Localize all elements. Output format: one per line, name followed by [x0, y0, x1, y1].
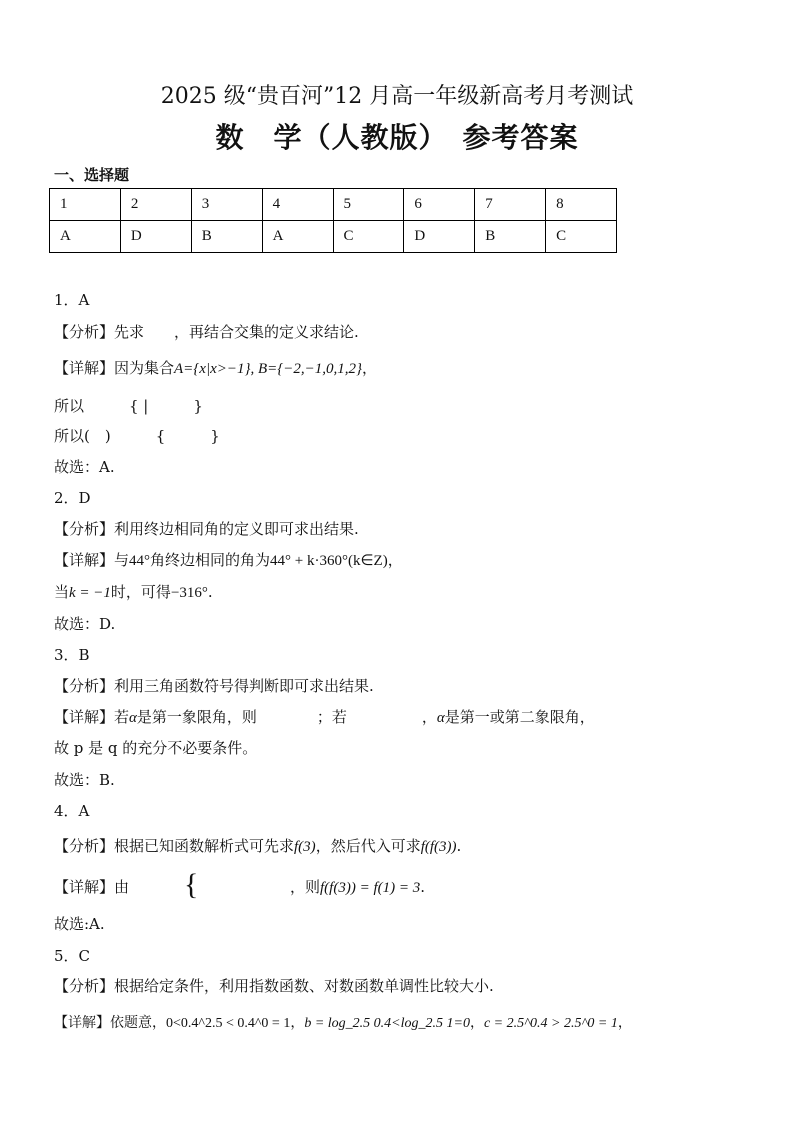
q2-line3-m1: k = −1 [69, 585, 111, 601]
q5-detail-a: 【详解】依题意， [54, 1015, 166, 1031]
question-number: 7 [475, 189, 546, 221]
q3-detail-a: 【详解】若 [54, 708, 130, 726]
piecewise-brace-icon: { [184, 868, 199, 901]
answer-table-answer-row [50, 221, 617, 253]
q2-detail-m1: 44° [129, 553, 151, 569]
answer-choice: A [50, 221, 121, 253]
q5-detail-m3: c = 2.5^0.4 > 2.5^0 = 1 [483, 1016, 618, 1031]
q5-analysis: 【分析】根据给定条件，利用指数函数、对数函数单调性比较大小. [54, 977, 494, 995]
answer-choice: D [120, 221, 191, 253]
q1-detail [54, 358, 377, 379]
q5-detail [54, 1013, 632, 1034]
q1-line4: 所以( ) { } [54, 427, 220, 445]
q4-analysis [54, 836, 461, 857]
question-number: 2 [120, 189, 191, 221]
q3-conclusion: 故选：B. [54, 771, 115, 789]
q2-detail-b: 角终边相同的角为 [150, 551, 271, 569]
q4-detail-b: ，则 [290, 878, 321, 896]
q2-detail-c: ， [387, 551, 403, 569]
q1-analysis: 【分析】先求 ，再结合交集的定义求结论. [54, 323, 359, 341]
q5-title: 5．C [54, 947, 91, 965]
q3-analysis: 【分析】利用三角函数符号得判断即可求出结果. [54, 677, 374, 695]
question-number: 4 [262, 189, 333, 221]
document-subtitle: 数 学（人教版） 参考答案 [215, 121, 579, 154]
q1-title: 1．A [54, 291, 90, 309]
q4-analysis-a: 【分析】根据已知函数解析式可先求 [54, 837, 295, 855]
q5-detail-d: ， [617, 1015, 632, 1031]
answer-table-number-row [50, 189, 617, 221]
q2-line3-a: 当 [54, 583, 70, 601]
q2-detail-m2: 44° + k·360°(k∈Z) [270, 553, 388, 569]
q3-detail [54, 707, 595, 728]
answer-table [49, 188, 617, 253]
q2-conclusion: 故选：D. [54, 615, 116, 633]
q4-conclusion: 故选:A. [54, 915, 105, 933]
question-number: 3 [191, 189, 262, 221]
q4-detail-c: . [420, 878, 426, 896]
question-number: 1 [50, 189, 121, 221]
q4-detail-math: f(f(3)) = f(1) = 3 [320, 880, 421, 896]
question-number: 6 [404, 189, 475, 221]
q1-detail-math: A={x|x>−1}, B={−2,−1,0,1,2} [174, 361, 363, 377]
q4-analysis-c: . [456, 837, 462, 855]
q1-line3: 所以 { | } [54, 397, 203, 415]
q3-detail-m1: α [129, 710, 137, 726]
q2-analysis: 【分析】利用终边相同角的定义即可求出结果. [54, 520, 359, 538]
q3-detail-c: 是第一或第二象限角， [444, 708, 595, 726]
q2-title: 2．D [54, 489, 91, 507]
answer-choice: A [262, 221, 333, 253]
document-title: 2025 级“贵百河”12 月高一年级新高考月考测试 [160, 84, 634, 109]
answer-choice: B [475, 221, 546, 253]
q2-line3-m2: −316° [170, 585, 208, 601]
q5-detail-m2: b = log_2.5 0.4<log_2.5 1=0 [304, 1016, 470, 1031]
q4-analysis-b: ，然后代入可求 [315, 837, 421, 855]
q4-title: 4．A [54, 802, 90, 820]
q2-line3 [54, 582, 213, 603]
answer-choice: C [546, 221, 617, 253]
q4-detail [290, 877, 425, 898]
q4-detail-prefix: 【详解】由 [54, 878, 130, 896]
q5-detail-c: ， [469, 1015, 484, 1031]
answer-choice: B [191, 221, 262, 253]
q1-conclusion: 故选：A. [54, 458, 115, 476]
q5-detail-m1: 0<0.4^2.5 < 0.4^0 = 1 [166, 1016, 291, 1031]
q4-analysis-m2: f(f(3)) [420, 839, 457, 855]
section-heading: 一、选择题 [54, 166, 130, 184]
q2-detail-a: 【详解】与 [54, 551, 130, 569]
q1-detail-lead: 【详解】因为集合 [54, 359, 175, 377]
q3-detail-b: 是第一象限角，则 ；若 ， [136, 708, 437, 726]
q4-analysis-m1: f(3) [294, 839, 316, 855]
q2-detail [54, 550, 403, 571]
q1-detail-tail: ， [362, 359, 378, 377]
answer-choice: C [333, 221, 404, 253]
answer-choice: D [404, 221, 475, 253]
q3-line3: 故 p 是 q 的充分不必要条件。 [54, 739, 258, 757]
q5-detail-b: ， [290, 1015, 305, 1031]
q2-line3-b: 时，可得 [110, 583, 171, 601]
q3-title: 3．B [54, 646, 90, 664]
q3-detail-m2: α [436, 710, 445, 726]
q2-line3-c: . [207, 583, 213, 601]
question-number: 5 [333, 189, 404, 221]
question-number: 8 [546, 189, 617, 221]
